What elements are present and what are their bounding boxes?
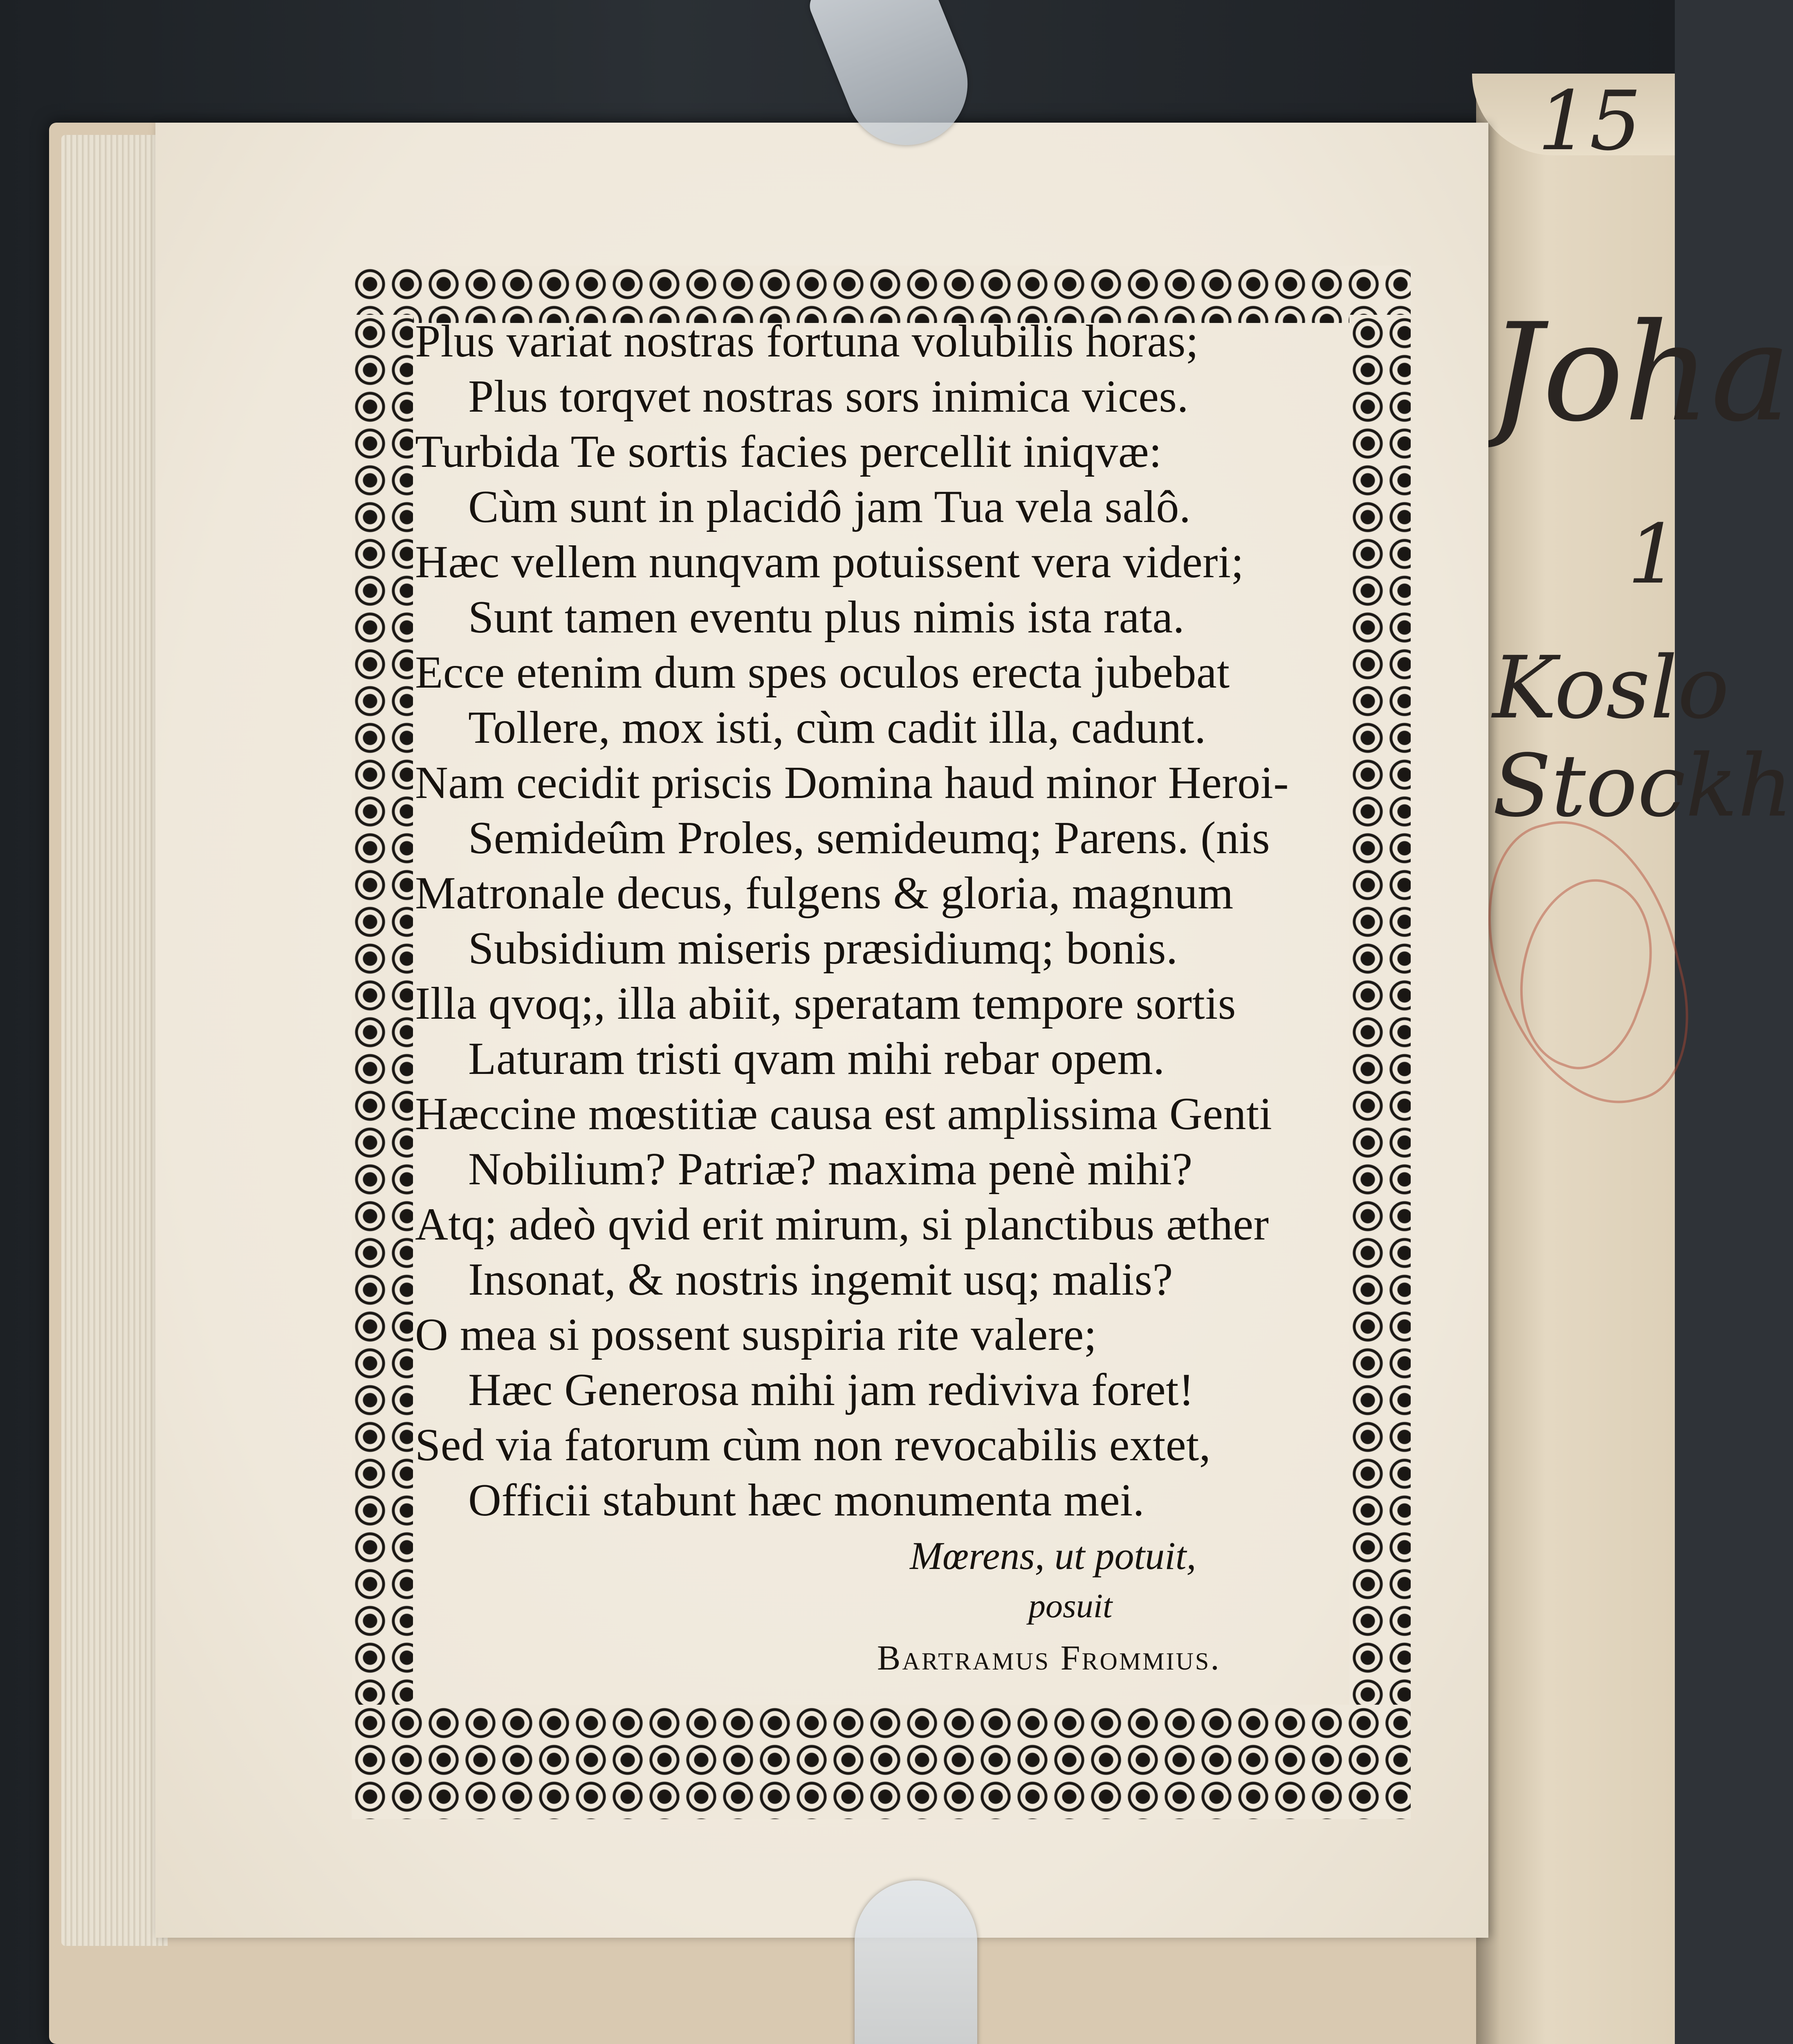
poem-line: Turbida Te sortis facies percellit iniqvæ: (415, 426, 1162, 477)
handwritten-mark: 1 (1627, 507, 1680, 602)
poem-line: Sunt tamen eventu plus nimis ista rata. (468, 592, 1185, 643)
poem-line: Laturam tristi qvam mihi rebar opem. (468, 1033, 1165, 1084)
signature-line-2: posuit (1028, 1587, 1113, 1625)
poem-line: Cùm sunt in placidô jam Tua vela salô. (468, 482, 1191, 532)
ornament-border-bottom (352, 1705, 1411, 1819)
handwritten-place-2: Stockh (1492, 736, 1793, 836)
signature-line-1: Mœrens, ut potuit, (910, 1534, 1196, 1578)
handwritten-name: Joha (1488, 294, 1791, 451)
ornament-border-right (1349, 315, 1411, 1713)
poem-line: Hæc vellem nunqvam potuissent vera videri; (415, 537, 1244, 587)
ornament-border-left (352, 315, 413, 1713)
poem-line: Tollere, mox isti, cùm cadit illa, cadunt. (468, 702, 1206, 753)
poem-line: Semideûm Proles, semideumq; Parens. (nis (468, 813, 1270, 863)
handwritten-number: 15 (1537, 74, 1642, 169)
poem-line: Nam cecidit priscis Domina haud minor Heroi- (415, 758, 1289, 808)
poem-line: Subsidium miseris præsidiumq; bonis. (468, 923, 1178, 974)
poem-line: Atq; adeò qvid erit mirum, si planctibus æther (415, 1199, 1269, 1250)
poem-line: Hæc Generosa mihi jam rediviva foret! (468, 1365, 1194, 1415)
author-name: Bartramus Frommius. (877, 1638, 1221, 1677)
handwritten-place-1: Koslo (1492, 638, 1730, 738)
poem-line: Plus torqvet nostras sors inimica vices. (468, 371, 1189, 422)
poem-line: Officii stabunt hæc monumenta mei. (468, 1475, 1145, 1526)
poem-line: Nobilium? Patriæ? maxima penè mihi? (468, 1144, 1193, 1195)
poem-line: Plus variat nostras fortuna volubilis horas; (415, 316, 1199, 367)
poem-line: Hæccine mœstitiæ causa est amplissima Genti (415, 1089, 1272, 1139)
poem-line: Insonat, & nostris ingemit usq; malis? (468, 1254, 1173, 1305)
poem-line: Sed via fatorum cùm non revocabilis extet, (415, 1420, 1211, 1470)
poem-line: Ecce etenim dum spes oculos erecta jubebat (415, 647, 1230, 698)
page-edges (61, 135, 168, 1946)
ornament-border-top (352, 266, 1411, 323)
ornamental-frame (352, 266, 1411, 1819)
poem-text (415, 315, 1347, 1705)
poem-line: Matronale decus, fulgens & gloria, magnum (415, 868, 1234, 919)
poem-line: Illa qvoq;, illa abiit, speratam tempore sortis (415, 978, 1236, 1029)
page-clip-bottom (855, 1880, 977, 2044)
poem-line: O mea si possent suspiria rite valere; (415, 1309, 1097, 1360)
